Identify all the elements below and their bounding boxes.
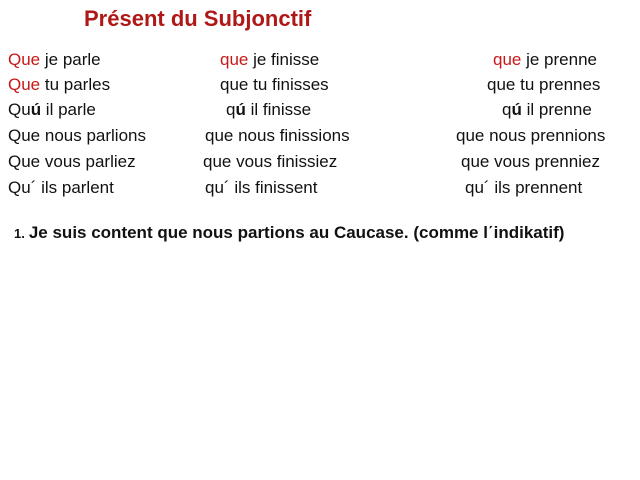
row-prefix: que: [493, 50, 522, 69]
row-text: ils finissent: [229, 178, 318, 197]
conjugation-row: [502, 100, 592, 120]
example-number: 1.: [14, 226, 25, 241]
row-prefix: q: [226, 100, 236, 119]
row-prefix: Qu: [8, 100, 31, 119]
conjugation-row: [8, 75, 110, 95]
example-text: Je suis content que nous partions au Caucase. (comme l΄indikatif): [28, 223, 565, 242]
row-accent: ´: [223, 178, 230, 197]
row-prefix: Que: [8, 50, 41, 69]
row-prefix: q: [502, 100, 512, 119]
conjugation-row: [8, 152, 136, 172]
row-prefix: que: [487, 75, 516, 94]
row-prefix: que: [205, 126, 234, 145]
row-text: il finisse: [245, 100, 312, 119]
conjugation-row: [465, 178, 582, 198]
conjugation-row: [8, 50, 101, 70]
row-accent: ú: [511, 100, 522, 119]
conjugation-row: [220, 75, 329, 95]
row-text: vous finissiez: [231, 152, 338, 171]
conjugation-row: [487, 75, 600, 95]
conjugation-row: [8, 178, 114, 198]
row-prefix: Que: [8, 75, 41, 94]
page-title: Présent du Subjonctif: [84, 6, 312, 31]
row-accent: ´: [483, 178, 490, 197]
row-text: vous prenniez: [489, 152, 600, 171]
row-accent: ú: [235, 100, 246, 119]
row-prefix: Que: [8, 126, 41, 145]
row-text: nous parlions: [40, 126, 146, 145]
example-sentence: [14, 223, 564, 243]
conjugation-row: [461, 152, 600, 172]
row-prefix: Que: [8, 152, 41, 171]
row-text: tu finisses: [248, 75, 329, 94]
row-text: il parle: [41, 100, 96, 119]
row-prefix: que: [203, 152, 232, 171]
row-text: nous finissions: [233, 126, 350, 145]
conjugation-row: [493, 50, 597, 70]
conjugation-row: [8, 126, 146, 146]
conjugation-row: [456, 126, 605, 146]
row-text: ils parlent: [36, 178, 114, 197]
row-text: je parle: [40, 50, 101, 69]
row-prefix: qu: [465, 178, 484, 197]
conjugation-row: [203, 152, 337, 172]
row-text: nous prennions: [484, 126, 606, 145]
conjugation-row: [220, 50, 319, 70]
conjugation-row: [205, 178, 317, 198]
row-prefix: que: [456, 126, 485, 145]
row-prefix: que: [461, 152, 490, 171]
row-text: tu prennes: [515, 75, 601, 94]
row-text: tu parles: [40, 75, 111, 94]
conjugation-row: [205, 126, 350, 146]
row-text: je prenne: [521, 50, 597, 69]
row-accent: ú: [30, 100, 42, 119]
row-prefix: Qu: [8, 178, 31, 197]
row-accent: ´: [30, 178, 37, 197]
row-text: je finisse: [248, 50, 320, 69]
row-prefix: qu: [205, 178, 224, 197]
row-prefix: que: [220, 50, 249, 69]
row-text: il prenne: [521, 100, 592, 119]
row-text: ils prennent: [489, 178, 583, 197]
row-text: vous parliez: [40, 152, 136, 171]
conjugation-row: [8, 100, 96, 120]
row-prefix: que: [220, 75, 249, 94]
conjugation-row: [226, 100, 311, 120]
